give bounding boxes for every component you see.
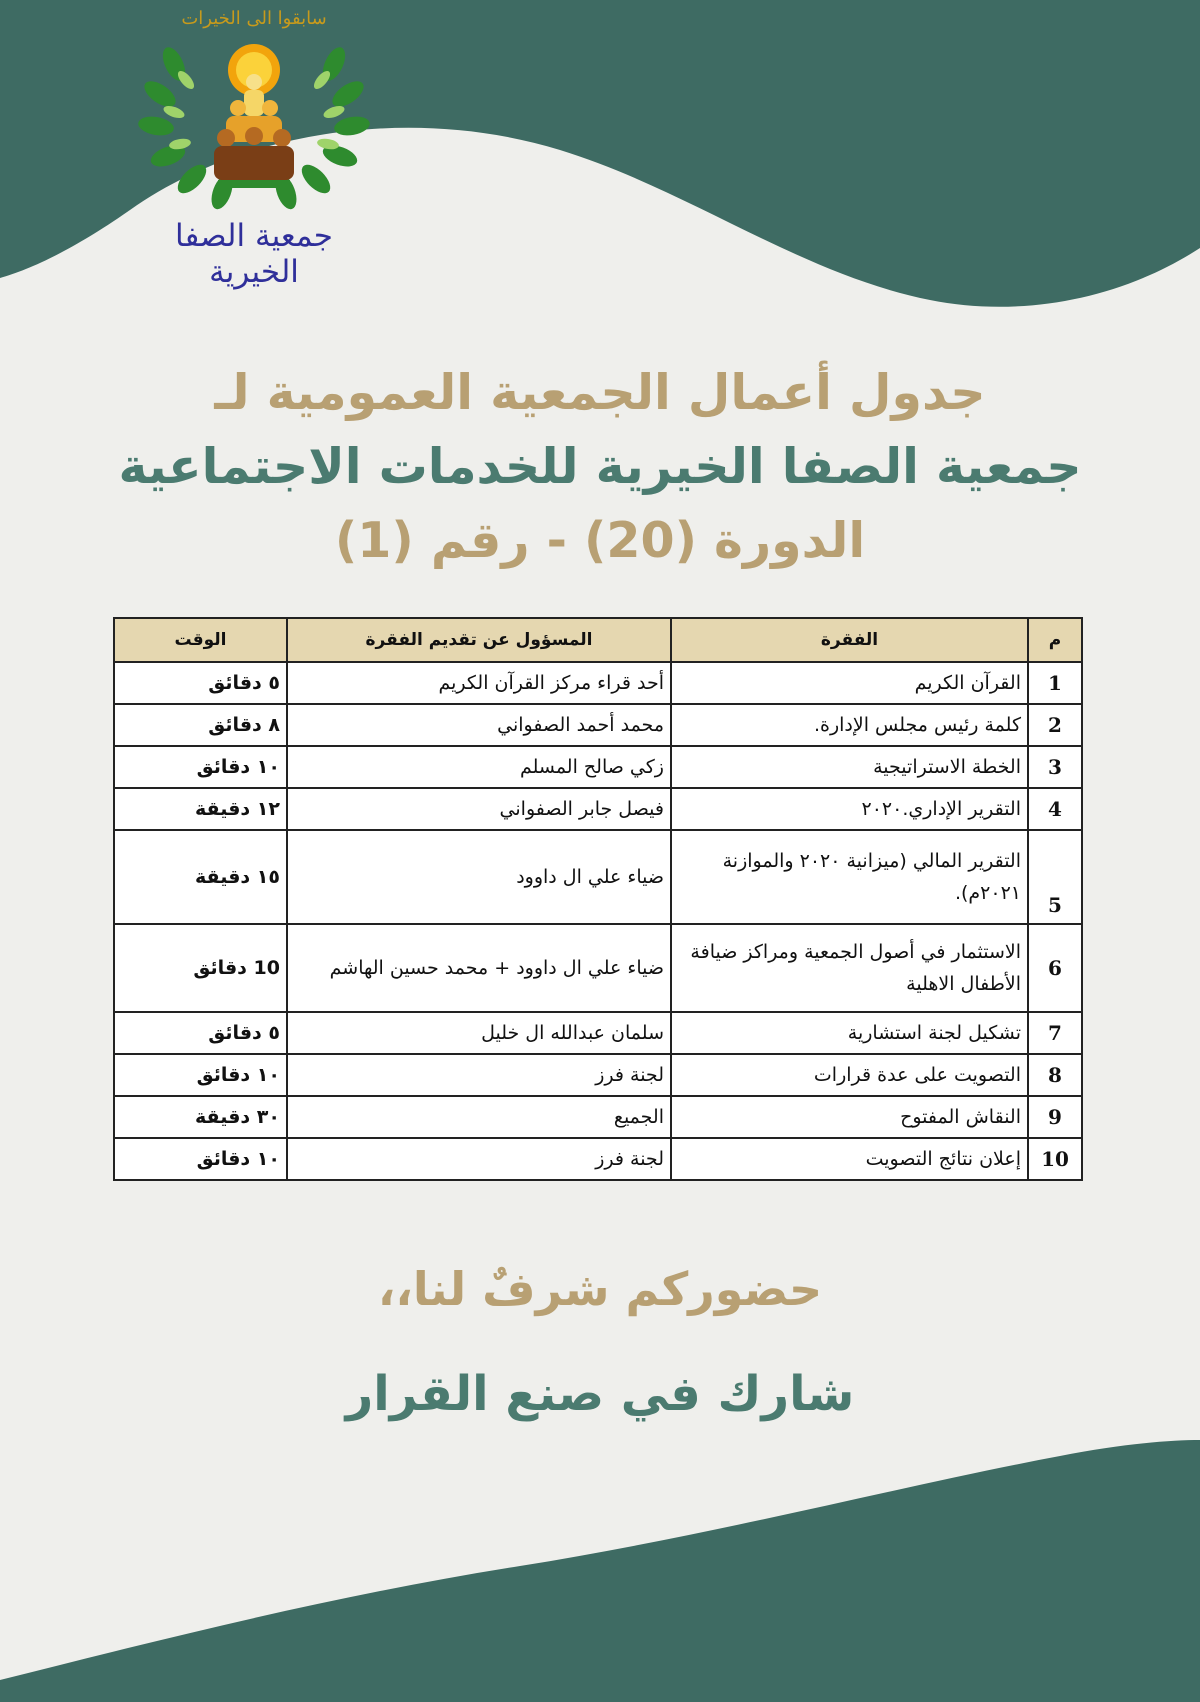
row-owner: أحد قراء مركز القرآن الكريم xyxy=(287,662,671,704)
row-number: 8 xyxy=(1028,1054,1082,1096)
row-time: ٣٠ دقيقة xyxy=(114,1096,287,1138)
table-row xyxy=(114,924,1082,1012)
table-row xyxy=(114,662,1082,704)
row-time: ١٠ دقائق xyxy=(114,1054,287,1096)
row-time: ٨ دقائق xyxy=(114,704,287,746)
row-owner: فيصل جابر الصفواني xyxy=(287,788,671,830)
row-owner: لجنة فرز xyxy=(287,1054,671,1096)
row-time: ١٠ دقائق xyxy=(114,746,287,788)
row-number: 7 xyxy=(1028,1012,1082,1054)
title-line-1: جدول أعمال الجمعية العمومية لـ xyxy=(214,364,986,421)
title-line-3: الدورة (20) - رقم (1) xyxy=(334,512,866,569)
row-time: ٥ دقائق xyxy=(114,662,287,704)
table-row xyxy=(114,1096,1082,1138)
title-line-2: جمعية الصفا الخيرية للخدمات الاجتماعية xyxy=(118,438,1082,495)
closing-thanks: حضوركم شرفٌ لنا،، xyxy=(377,1262,823,1316)
row-item: الخطة الاستراتيجية xyxy=(671,746,1028,788)
row-number: 9 xyxy=(1028,1096,1082,1138)
row-owner: سلمان عبدالله ال خليل xyxy=(287,1012,671,1054)
row-item: التقرير الإداري.٢٠٢٠ xyxy=(671,788,1028,830)
row-item: التقرير المالي (ميزانية ٢٠٢٠ والموازنة ٢٠٢١م). xyxy=(671,830,1028,924)
header-owner: المسؤول عن تقديم الفقرة xyxy=(287,618,671,662)
row-number: 6 xyxy=(1028,924,1082,1012)
row-item: النقاش المفتوح xyxy=(671,1096,1028,1138)
row-number: 5 xyxy=(1028,830,1082,924)
logo-motto: سابقوا الى الخيرات xyxy=(181,8,327,29)
logo-name: جمعية الصفا الخيرية xyxy=(175,218,333,290)
table-row xyxy=(114,746,1082,788)
table-row xyxy=(114,788,1082,830)
laurel-emblem-icon xyxy=(134,24,374,224)
header-num: م xyxy=(1028,618,1082,662)
row-owner: ضياء علي ال داوود xyxy=(287,830,671,924)
closing-call-to-action: شارك في صنع القرار xyxy=(345,1366,855,1422)
row-time: ١٢ دقيقة xyxy=(114,788,287,830)
row-time: ٥ دقائق xyxy=(114,1012,287,1054)
row-time: ١٥ دقيقة xyxy=(114,830,287,924)
table-row xyxy=(114,1138,1082,1180)
bottom-wave xyxy=(0,1440,1200,1702)
row-number: 10 xyxy=(1028,1138,1082,1180)
page-title xyxy=(0,356,1200,578)
agenda-table xyxy=(113,617,1083,1181)
row-time: ١٠ دقائق xyxy=(114,1138,287,1180)
row-owner: الجميع xyxy=(287,1096,671,1138)
row-item: تشكيل لجنة استشارية xyxy=(671,1012,1028,1054)
row-number: 3 xyxy=(1028,746,1082,788)
row-owner: ضياء علي ال داوود + محمد حسين الهاشم xyxy=(287,924,671,1012)
table-row xyxy=(114,704,1082,746)
row-number: 1 xyxy=(1028,662,1082,704)
row-number: 2 xyxy=(1028,704,1082,746)
row-time: 10 دقائق xyxy=(114,924,287,1012)
table-row xyxy=(114,1012,1082,1054)
row-owner: لجنة فرز xyxy=(287,1138,671,1180)
row-item: القرآن الكريم xyxy=(671,662,1028,704)
table-row xyxy=(114,1054,1082,1096)
row-owner: محمد أحمد الصفواني xyxy=(287,704,671,746)
agenda-table-container xyxy=(113,617,1083,1181)
row-item: كلمة رئيس مجلس الإدارة. xyxy=(671,704,1028,746)
header-time: الوقت xyxy=(114,618,287,662)
row-number: 4 xyxy=(1028,788,1082,830)
row-item: التصويت على عدة قرارات xyxy=(671,1054,1028,1096)
row-item: الاستثمار في أصول الجمعية ومراكز ضيافة الأطفال الاهلية xyxy=(671,924,1028,1012)
table-row xyxy=(114,830,1082,924)
row-owner: زكي صالح المسلم xyxy=(287,746,671,788)
association-logo xyxy=(134,4,374,290)
header-item: الفقرة xyxy=(671,618,1028,662)
row-item: إعلان نتائج التصويت xyxy=(671,1138,1028,1180)
table-header-row xyxy=(114,618,1082,662)
